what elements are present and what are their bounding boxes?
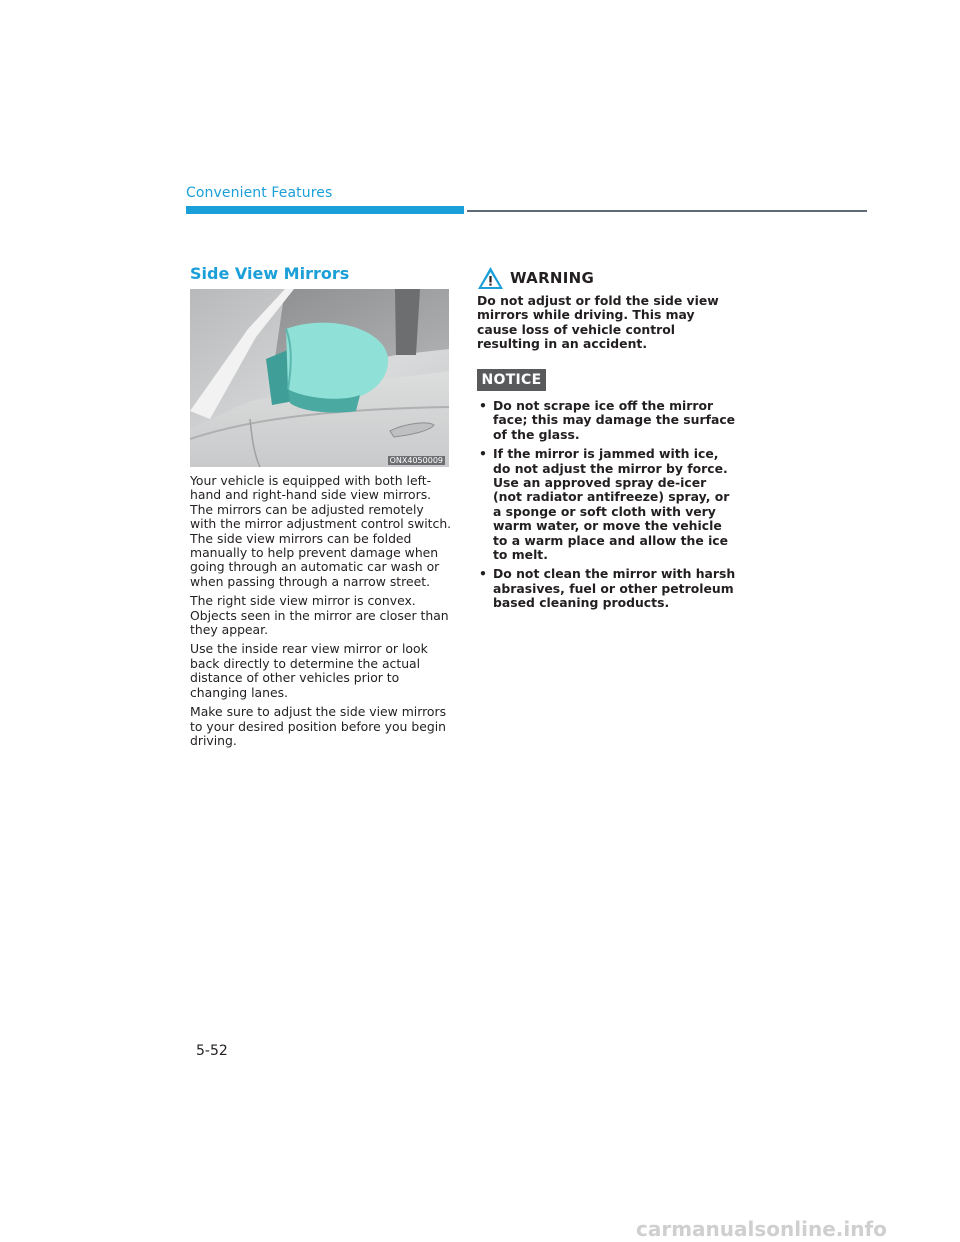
header-rule <box>467 210 867 212</box>
page-number: 5-52 <box>196 1043 228 1059</box>
notice-item-text: If the mirror is jammed with ice, do not adjust the mirror by force. Use an approved spray de-icer (not radiator antifreeze) spray, or a sponge or soft cloth with very warm water, or move the vehicle to a warm place and allow the ice to melt. <box>493 446 730 563</box>
body-text <box>190 474 452 753</box>
figure-code: ONX4050009 <box>389 456 443 465</box>
bullet: • <box>479 446 487 462</box>
paragraph: Your vehicle is equipped with both left-hand and right-hand side view mirrors. The mirrors can be adjusted remotely with the mirror adjustment control switch. The side view mirrors can be folded manually to help prevent damage when going through an automatic car wash or when passing through a narrow street. <box>190 473 452 589</box>
header-rule-accent <box>186 206 464 214</box>
bullet: • <box>479 566 487 582</box>
notice-item-text: Do not clean the mirror with harsh abrasives, fuel or other petroleum based cleaning products. <box>493 566 736 611</box>
section-title: Convenient Features <box>186 185 333 201</box>
warning-title: WARNING <box>510 269 595 287</box>
paragraph: The right side view mirror is convex. Objects seen in the mirror are closer than they appear. <box>190 593 449 638</box>
watermark: carmanualsonline.info <box>636 1217 887 1241</box>
notice-badge: NOTICE <box>477 369 546 391</box>
side-mirror-illustration <box>190 289 449 467</box>
page-heading: Side View Mirrors <box>190 264 350 283</box>
list-item <box>477 447 737 562</box>
side-mirror-figure <box>190 289 449 467</box>
notice-list <box>477 399 737 616</box>
warning-text: Do not adjust or fold the side view mirrors while driving. This may cause loss of vehicle control resulting in an accident. <box>477 293 719 352</box>
paragraph: Make sure to adjust the side view mirrors to your desired position before you begin driving. <box>190 704 447 748</box>
warning-header <box>477 266 594 290</box>
warning-triangle-icon <box>477 266 504 290</box>
paragraph: Use the inside rear view mirror or look back directly to determine the actual distance of other vehicles prior to changing lanes. <box>190 641 428 700</box>
list-item <box>477 399 737 442</box>
notice-item-text: Do not scrape ice off the mirror face; this may damage the surface of the glass. <box>493 398 736 442</box>
bullet: • <box>479 398 487 413</box>
list-item <box>477 567 737 610</box>
